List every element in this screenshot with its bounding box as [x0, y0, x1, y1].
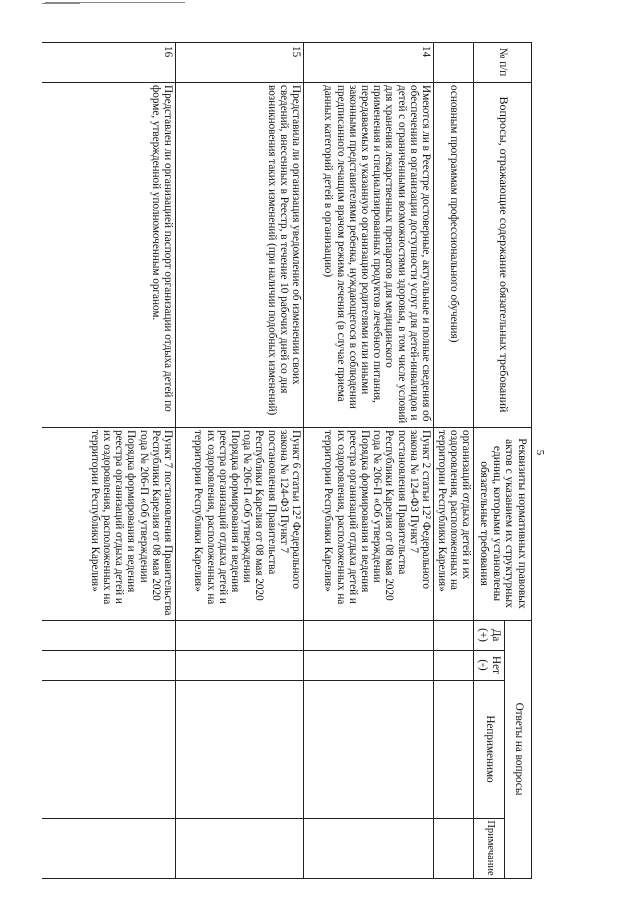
table-border [42, 620, 532, 621]
header-yes: Да (+) [477, 628, 502, 642]
row-number: 14 [420, 46, 432, 58]
table-border [42, 680, 505, 681]
table-border [42, 650, 505, 651]
table-border [303, 42, 304, 878]
table-border [531, 42, 532, 878]
row-number: 16 [162, 46, 174, 58]
table-border [175, 42, 176, 878]
header-no: Нет (-) [477, 656, 502, 674]
scan-edge-mark [42, 3, 80, 4]
row-question: Имеются ли в Реестре достоверные, актуальные и полные сведения об обеспечении в организации доступности услуг для детей-инвалидов и детей с ограниченными возможностями здоровья, в том числе условий для хранения лекарственных препаратов для медицинского применения и специализированных продуктов лечебного питания, передаваемых в указанную организацию родителями или иными законными представителями ребенка, нуждающегося в соблюдении предписанного лечащим врачом режима лечения (в случае приема данных категорий детей в организацию) [322, 85, 432, 424]
row-requisites: Пункт 6 статьи 12² Федерального закона № 124-ФЗ Пункт 7 постановления Правительства Республики Карелия от 08 мая 2020 года № 206-П «Об утверждении Порядка формирования и ведения реестра организаций отдыха детей и их оздоровления, расположенных на территории Республики Карелия» [192, 430, 302, 605]
row-requisites: организаций отдыха детей и их оздоровления, расположенных на территории Республики Карелия» [435, 430, 472, 592]
table-border [42, 82, 532, 83]
header-note: Примечание [484, 820, 496, 876]
table-border [42, 427, 532, 428]
row-question: Представила ли организация уведомление об изменении своих сведений, внесенных в Реестр, в течение 10 рабочих дней со дня возникновения таких изменений (при наличии подобных изменений) [265, 85, 302, 416]
row-question: Представлен ли организацией паспорт организации отдыха детей по форме, утвержденной уполномоченным органом. [149, 85, 174, 412]
table-border [473, 42, 474, 878]
table-border [504, 620, 505, 878]
header-number: № п/п [497, 47, 510, 77]
table-border [433, 42, 434, 878]
row-requisites: Пункт 7 постановления Правительства Республики Карелия от 08 мая 2020 года № 206-П «Об утверждении Порядка формирования и ведения реестра организаций отдыха детей и их оздоровления, расположенных на территории Республики Карелия» [88, 430, 174, 616]
table-border [42, 42, 532, 43]
header-requisites: Реквизиты нормативных правовых актов с указанием их структурных единиц, которыми установлены обязательные требования [478, 438, 528, 609]
table-border [42, 818, 505, 819]
row-number: 15 [290, 46, 302, 58]
header-answers: Ответы на вопросы [512, 702, 525, 796]
page-number: 5 [534, 449, 546, 456]
header-question: Вопросы, отражающие содержание обязательных требований [496, 96, 511, 413]
table-border [42, 878, 532, 879]
header-not-applicable: Неприменимо [483, 715, 496, 783]
row-requisites: Пункт 2 статьи 12² Федерального закона № 124-ФЗ Пункт 7 постановления Правительства Республики Карелия от 08 мая 2020 года № 206-П «Об утверждении Порядка формирования и ведения реестра организаций отдыха детей и их оздоровления, расположенных на территории Республики Карелия» [322, 430, 432, 605]
row-question: основным программам профессионального обучения) [448, 85, 461, 343]
